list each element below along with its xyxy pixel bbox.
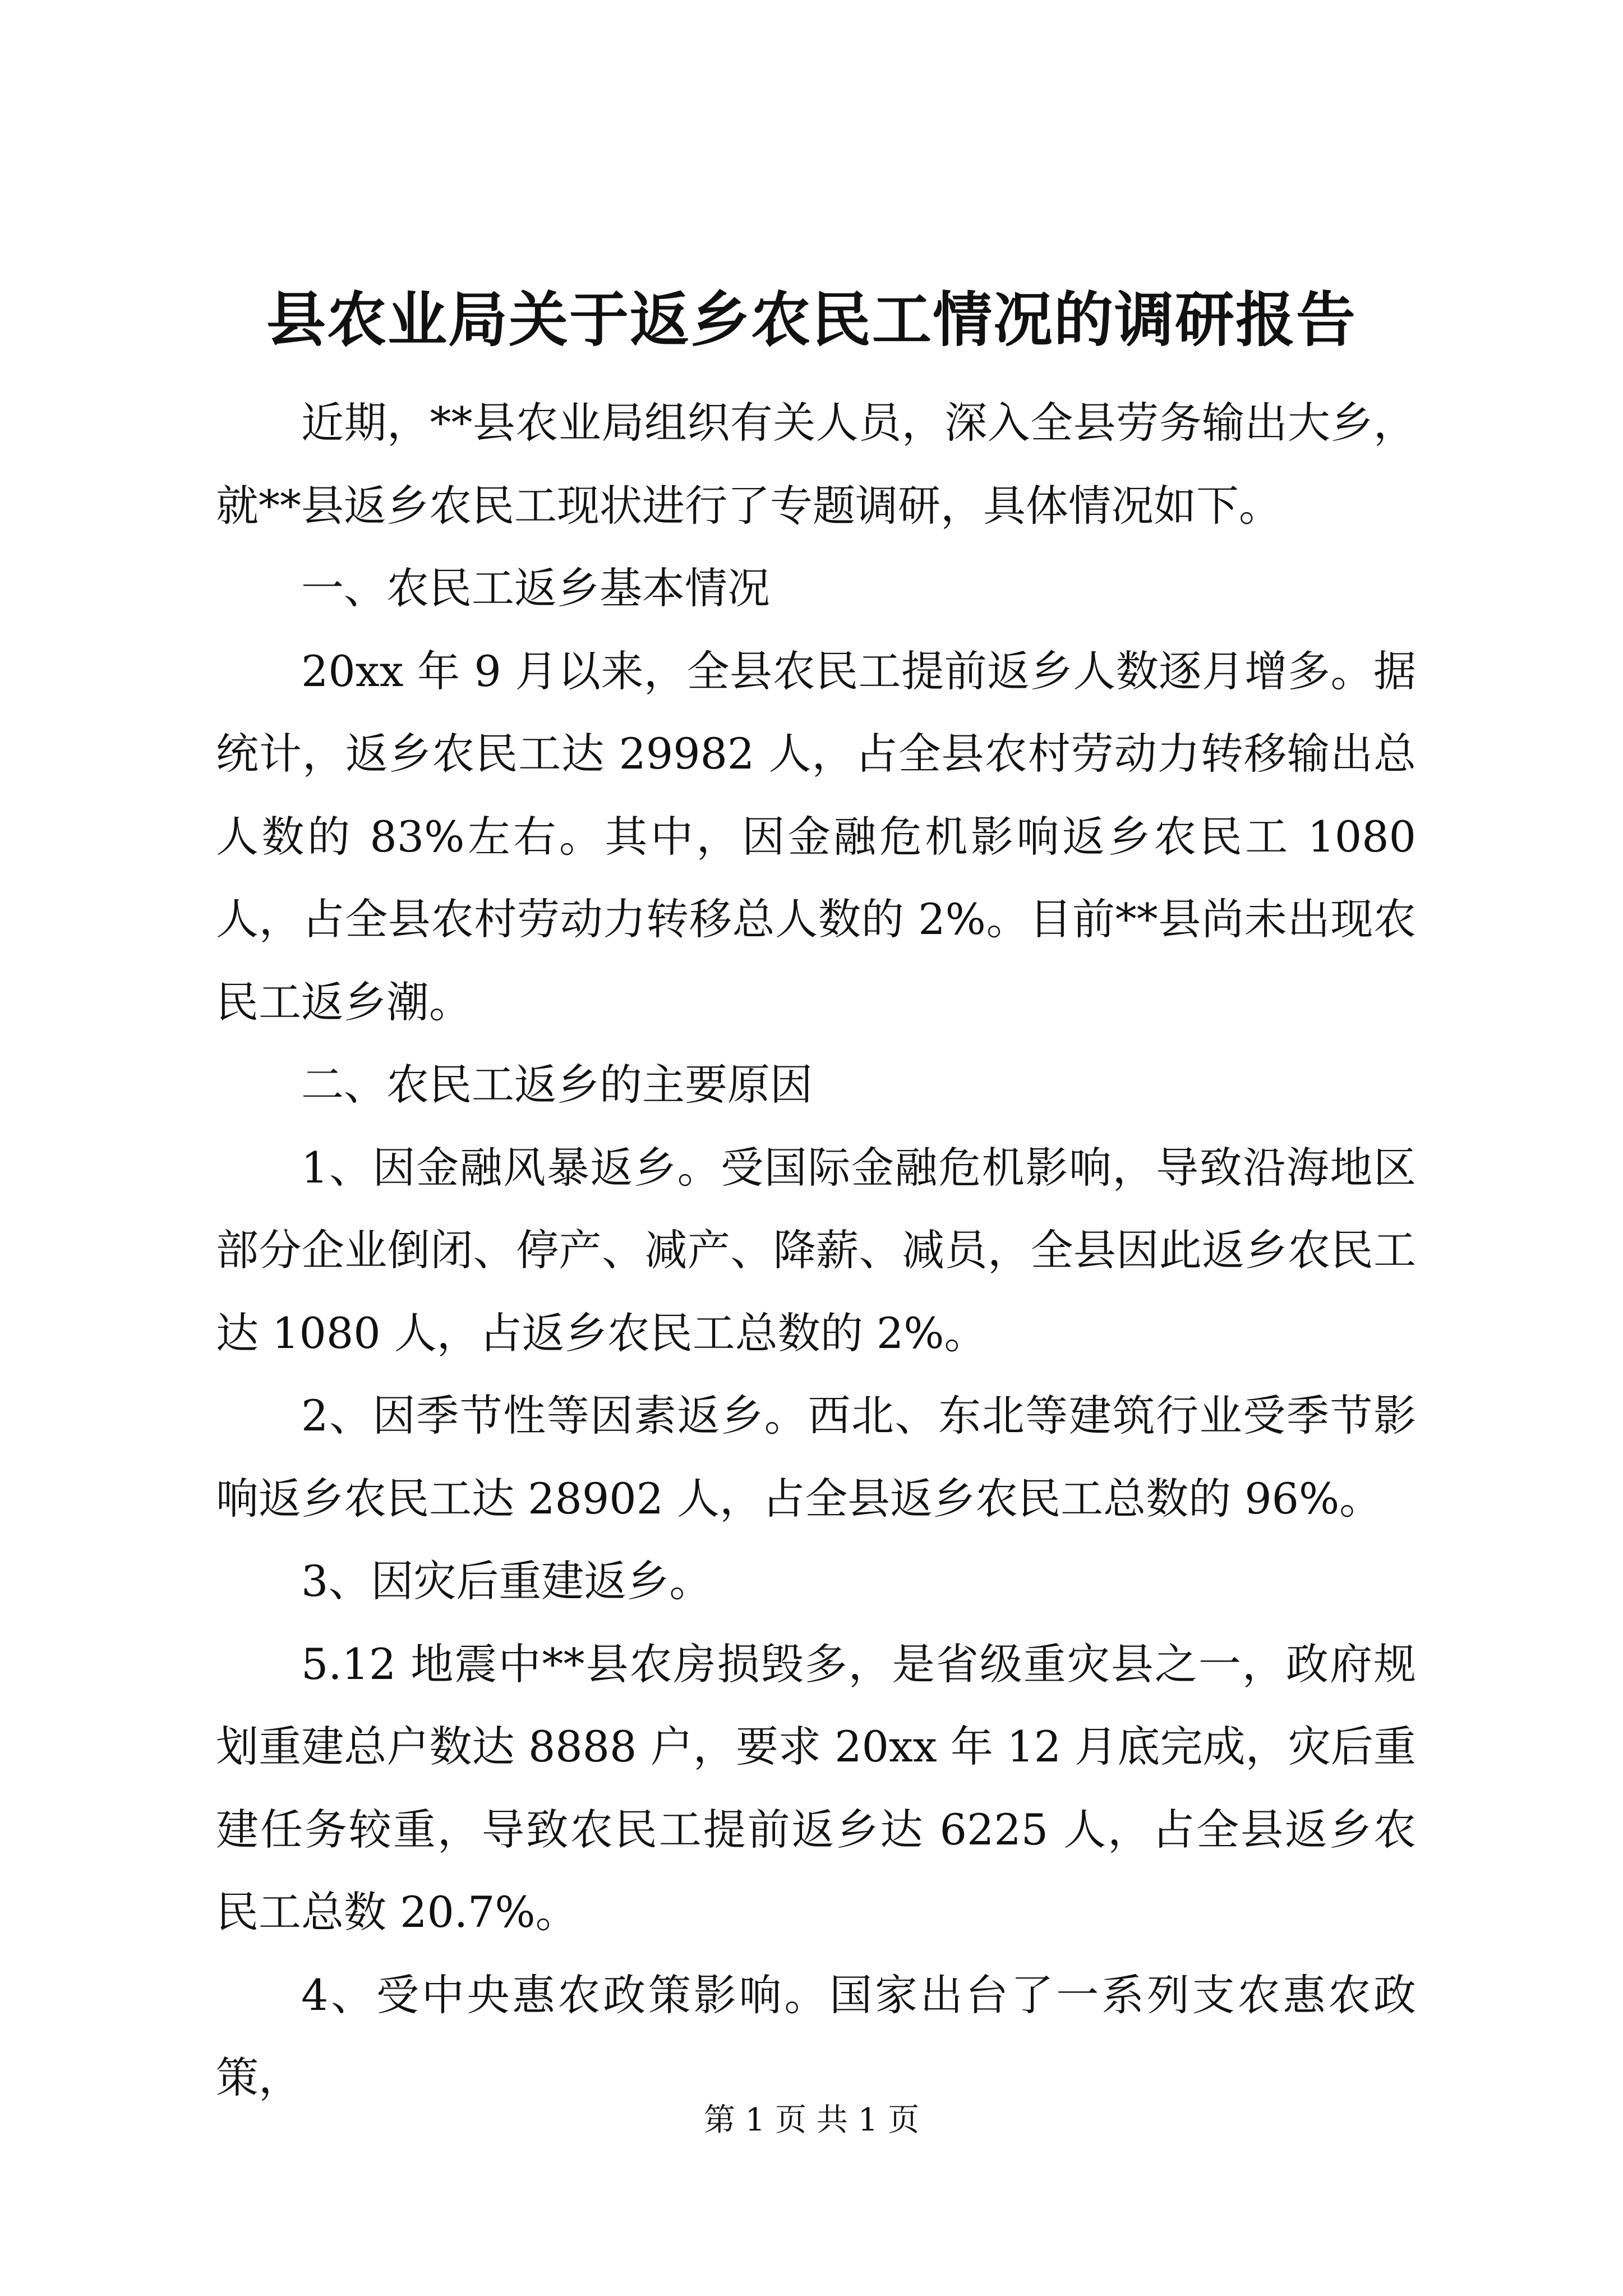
document-title: 县农业局关于返乡农民工情况的调研报告	[266, 284, 1357, 355]
paragraph-reason-2: 2、因季节性等因素返乡。西北、东北等建筑行业受季节影响返乡农民工达 28902 人，占全县返乡农民工总数的 96%。	[216, 1391, 1416, 1524]
section-heading-1: 一、农民工返乡基本情况	[301, 563, 770, 613]
section-heading-2: 二、农民工返乡的主要原因	[301, 1060, 813, 1110]
page-footer: 第 1 页 共 1 页	[703, 2102, 920, 2138]
paragraph-reason-3: 3、因灾后重建返乡。	[301, 1556, 712, 1606]
paragraph-reason-4: 4、受中央惠农政策影响。国家出台了一系列支农惠农政策，	[216, 1970, 1416, 2102]
paragraph-reason-1: 1、因金融风暴返乡。受国际金融危机影响，导致沿海地区部分企业倒闭、停产、减产、降薪、减员，全县因此返乡农民工达 1080 人，占返乡农民工总数的 2%。	[216, 1142, 1416, 1358]
paragraph-intro: 近期，**县农业局组织有关人员，深入全县劳务输出大乡，就**县返乡农民工现状进行了专题调研，具体情况如下。	[216, 398, 1416, 531]
document-body	[216, 381, 1416, 2119]
paragraph-reconstruction: 5.12 地震中**县农房损毁多，是省级重灾县之一，政府规划重建总户数达 8888 户，要求 20xx 年 12 月底完成，灾后重建任务较重，导致农民工提前返乡达 6225 人，占全县返乡农民工总数 20.7%。	[216, 1639, 1416, 1937]
paragraph-basic-situation: 20xx 年 9 月以来，全县农民工提前返乡人数逐月增多。据统计，返乡农民工达 29982 人，占全县农村劳动力转移输出总人数的 83%左右。其中，因金融危机影响返乡农民工 1080 人，占全县农村劳动力转移总人数的 2%。目前**县尚未出现农民工返乡潮。	[216, 646, 1416, 1027]
